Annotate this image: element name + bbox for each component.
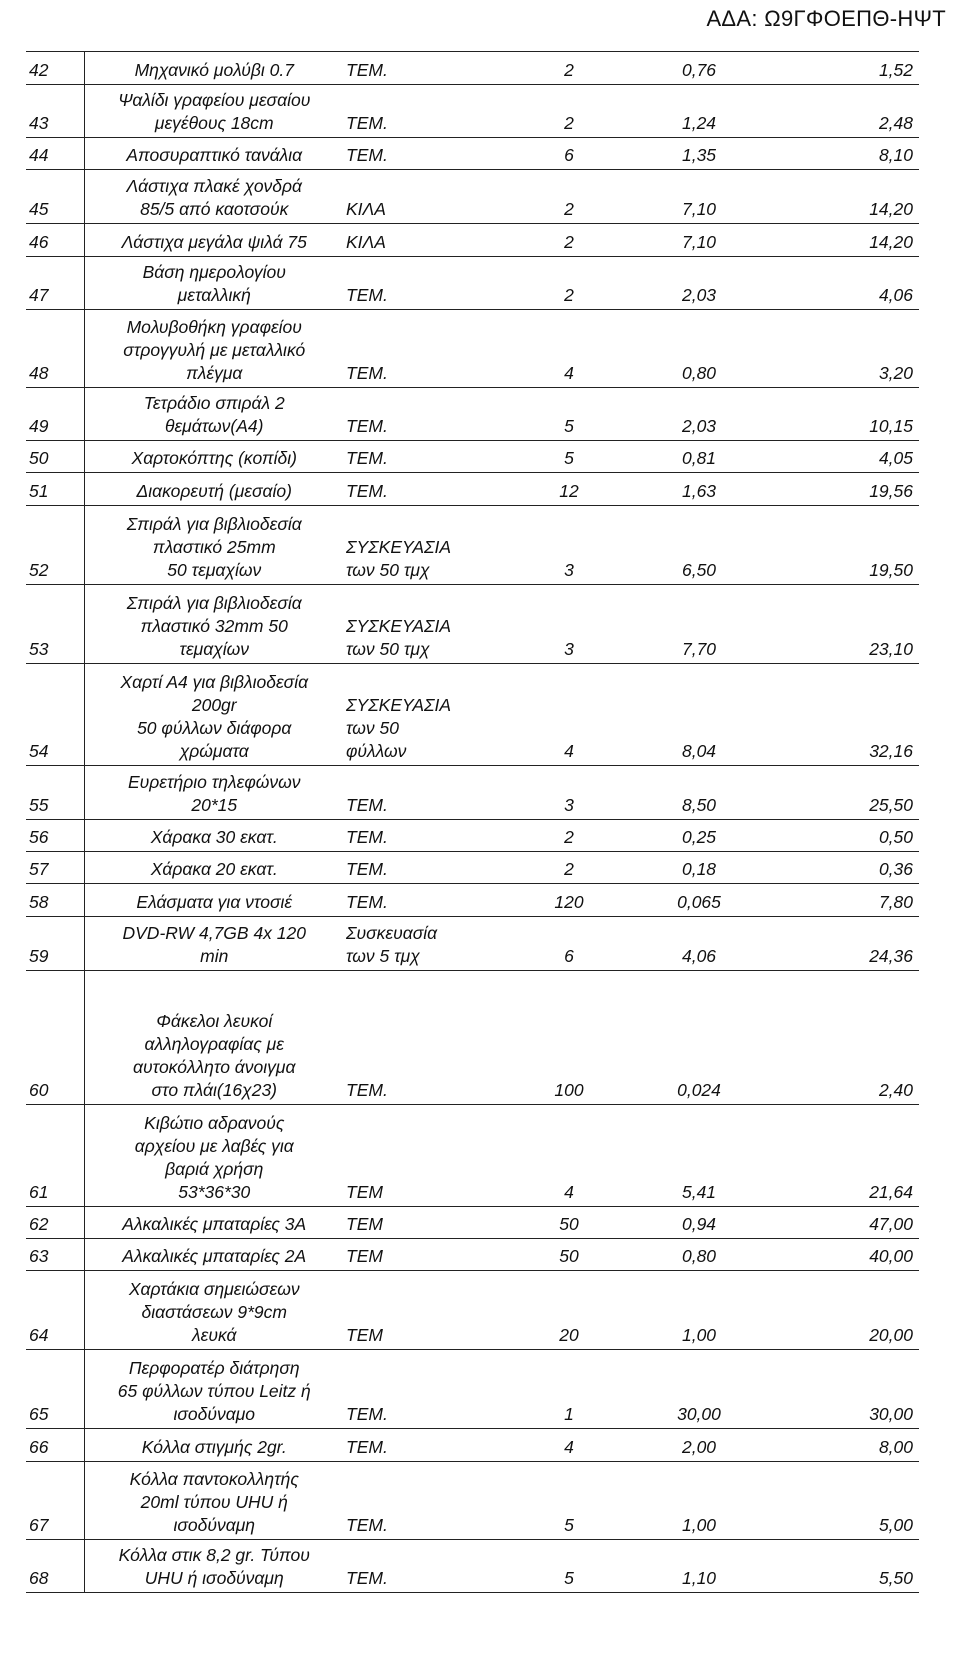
item-number: 43: [26, 85, 84, 138]
item-total: 47,00: [774, 1207, 919, 1239]
item-description: Χαρτοκόπτης (κοπίδι): [84, 441, 344, 473]
item-quantity: 6: [514, 138, 624, 170]
item-total: 5,00: [774, 1462, 919, 1540]
item-quantity: 120: [514, 884, 624, 917]
table-row: [26, 1207, 919, 1239]
item-number: 60: [26, 971, 84, 1105]
item-unit: ΤΕΜ.: [344, 1462, 514, 1540]
item-number: 64: [26, 1271, 84, 1350]
item-description: Αλκαλικές μπαταρίες 3Α: [84, 1207, 344, 1239]
item-unit-price: 7,10: [624, 224, 774, 257]
item-quantity: 20: [514, 1271, 624, 1350]
item-quantity: 2: [514, 852, 624, 884]
item-number: 45: [26, 170, 84, 224]
item-quantity: 5: [514, 1462, 624, 1540]
item-number: 48: [26, 310, 84, 388]
item-unit-price: 1,63: [624, 473, 774, 506]
item-unit: ΤΕΜ.: [344, 441, 514, 473]
item-total: 19,50: [774, 506, 919, 585]
item-quantity: 2: [514, 820, 624, 852]
item-total: 19,56: [774, 473, 919, 506]
table-row: [26, 224, 919, 257]
item-description: Μολυβοθήκη γραφείου στρογγυλή με μεταλλικό πλέγμα: [84, 310, 344, 388]
item-quantity: 2: [514, 257, 624, 310]
item-description: Χαρτί Α4 για βιβλιοδεσία 200gr 50 φύλλων διάφορα χρώματα: [84, 664, 344, 766]
item-description: Τετράδιο σπιράλ 2 θεμάτων(Α4): [84, 388, 344, 441]
item-total: 8,00: [774, 1429, 919, 1462]
item-number: 57: [26, 852, 84, 884]
item-quantity: 3: [514, 766, 624, 820]
item-total: 0,50: [774, 820, 919, 852]
item-quantity: 1: [514, 1350, 624, 1429]
item-description: Χάρακα 20 εκατ.: [84, 852, 344, 884]
item-number: 68: [26, 1540, 84, 1593]
item-unit: ΤΕΜ: [344, 1239, 514, 1271]
item-unit-price: 7,10: [624, 170, 774, 224]
table-row: [26, 441, 919, 473]
item-unit: ΤΕΜ.: [344, 257, 514, 310]
item-total: 21,64: [774, 1105, 919, 1207]
item-quantity: 3: [514, 506, 624, 585]
item-unit: ΤΕΜ.: [344, 310, 514, 388]
item-total: 3,20: [774, 310, 919, 388]
item-unit: ΤΕΜ.: [344, 52, 514, 85]
table-row: [26, 884, 919, 917]
table-row: [26, 852, 919, 884]
item-description: Ελάσματα για ντοσιέ: [84, 884, 344, 917]
item-description: Φάκελοι λευκοί αλληλογραφίας με αυτοκόλλητο άνοιγμα στο πλάι(16χ23): [84, 971, 344, 1105]
table-row: [26, 506, 919, 585]
item-unit-price: 8,04: [624, 664, 774, 766]
item-quantity: 2: [514, 85, 624, 138]
item-unit-price: 0,94: [624, 1207, 774, 1239]
item-unit: ΤΕΜ.: [344, 852, 514, 884]
item-description: Αποσυραπτικό τανάλια: [84, 138, 344, 170]
item-unit: ΤΕΜ.: [344, 820, 514, 852]
item-total: 1,52: [774, 52, 919, 85]
item-unit: Συσκευασία των 5 τμχ: [344, 917, 514, 971]
item-number: 56: [26, 820, 84, 852]
table-row: [26, 766, 919, 820]
table-row: [26, 1105, 919, 1207]
item-unit-price: 0,81: [624, 441, 774, 473]
item-unit-price: 30,00: [624, 1350, 774, 1429]
item-total: 8,10: [774, 138, 919, 170]
item-unit-price: 0,065: [624, 884, 774, 917]
item-description: Ψαλίδι γραφείου μεσαίου μεγέθους 18cm: [84, 85, 344, 138]
item-quantity: 4: [514, 664, 624, 766]
item-unit-price: 0,024: [624, 971, 774, 1105]
item-number: 42: [26, 52, 84, 85]
table-row: [26, 257, 919, 310]
item-unit: ΤΕΜ.: [344, 388, 514, 441]
item-quantity: 50: [514, 1239, 624, 1271]
item-total: 10,15: [774, 388, 919, 441]
item-description: Κόλλα στικ 8,2 gr. Τύπου UHU ή ισοδύναμη: [84, 1540, 344, 1593]
item-unit: ΣΥΣΚΕΥΑΣΙΑ των 50 φύλλων: [344, 664, 514, 766]
item-quantity: 5: [514, 388, 624, 441]
item-unit: ΤΕΜ.: [344, 1540, 514, 1593]
item-number: 58: [26, 884, 84, 917]
item-quantity: 12: [514, 473, 624, 506]
table-row: [26, 1271, 919, 1350]
item-description: Χάρακα 30 εκατ.: [84, 820, 344, 852]
item-number: 55: [26, 766, 84, 820]
item-quantity: 3: [514, 585, 624, 664]
item-quantity: 2: [514, 170, 624, 224]
item-unit-price: 6,50: [624, 506, 774, 585]
item-description: Διακορευτή (μεσαίο): [84, 473, 344, 506]
item-unit: ΣΥΣΚΕΥΑΣΙΑ των 50 τμχ: [344, 506, 514, 585]
item-unit-price: 2,03: [624, 388, 774, 441]
item-unit: ΤΕΜ.: [344, 971, 514, 1105]
table-row: [26, 138, 919, 170]
table-row: [26, 664, 919, 766]
table-row: [26, 917, 919, 971]
ada-header: ΑΔΑ: Ω9ΓΦΟΕΠΘ-ΗΨΤ: [706, 6, 946, 31]
item-number: 44: [26, 138, 84, 170]
item-unit-price: 0,25: [624, 820, 774, 852]
item-description: Αλκαλικές μπαταρίες 2Α: [84, 1239, 344, 1271]
item-description: Σπιράλ για βιβλιοδεσία πλαστικό 25mm 50 τεμαχίων: [84, 506, 344, 585]
item-number: 49: [26, 388, 84, 441]
item-unit: ΤΕΜ.: [344, 1429, 514, 1462]
item-unit: ΤΕΜ: [344, 1271, 514, 1350]
item-unit-price: 0,80: [624, 1239, 774, 1271]
item-number: 46: [26, 224, 84, 257]
item-unit: ΣΥΣΚΕΥΑΣΙΑ των 50 τμχ: [344, 585, 514, 664]
item-total: 23,10: [774, 585, 919, 664]
item-number: 61: [26, 1105, 84, 1207]
item-total: 40,00: [774, 1239, 919, 1271]
item-unit-price: 7,70: [624, 585, 774, 664]
item-total: 32,16: [774, 664, 919, 766]
item-description: Λάστιχα πλακέ χονδρά 85/5 από καοτσούκ: [84, 170, 344, 224]
table-row: [26, 170, 919, 224]
item-unit-price: 1,10: [624, 1540, 774, 1593]
table-row: [26, 820, 919, 852]
item-unit: ΤΕΜ.: [344, 473, 514, 506]
item-total: 2,48: [774, 85, 919, 138]
item-total: 25,50: [774, 766, 919, 820]
item-number: 47: [26, 257, 84, 310]
item-total: 5,50: [774, 1540, 919, 1593]
item-total: 7,80: [774, 884, 919, 917]
item-unit-price: 1,24: [624, 85, 774, 138]
table-row: [26, 85, 919, 138]
item-number: 66: [26, 1429, 84, 1462]
item-unit-price: 1,00: [624, 1271, 774, 1350]
item-description: Σπιράλ για βιβλιοδεσία πλαστικό 32mm 50 τεμαχίων: [84, 585, 344, 664]
item-unit-price: 1,35: [624, 138, 774, 170]
item-number: 51: [26, 473, 84, 506]
item-unit: ΤΕΜ: [344, 1207, 514, 1239]
table-row: [26, 310, 919, 388]
item-total: 30,00: [774, 1350, 919, 1429]
item-number: 50: [26, 441, 84, 473]
item-total: 14,20: [774, 224, 919, 257]
supplies-table-body: [26, 52, 919, 1593]
item-quantity: 5: [514, 441, 624, 473]
item-description: Περφορατέρ διάτρηση 65 φύλλων τύπου Leitz ή ισοδύναμο: [84, 1350, 344, 1429]
item-number: 54: [26, 664, 84, 766]
item-quantity: 2: [514, 224, 624, 257]
item-total: 4,05: [774, 441, 919, 473]
item-description: Βάση ημερολογίου μεταλλική: [84, 257, 344, 310]
item-quantity: 6: [514, 917, 624, 971]
item-number: 65: [26, 1350, 84, 1429]
item-unit: ΤΕΜ: [344, 1105, 514, 1207]
item-total: 20,00: [774, 1271, 919, 1350]
item-description: Κόλλα παντοκολλητής 20ml τύπου UHU ή ισοδύναμη: [84, 1462, 344, 1540]
table-row: [26, 388, 919, 441]
item-number: 62: [26, 1207, 84, 1239]
item-unit: ΤΕΜ.: [344, 138, 514, 170]
item-number: 67: [26, 1462, 84, 1540]
supplies-table: [26, 51, 919, 1593]
table-row: [26, 1239, 919, 1271]
item-quantity: 4: [514, 1105, 624, 1207]
table-row: [26, 1350, 919, 1429]
item-quantity: 100: [514, 971, 624, 1105]
item-unit-price: 1,00: [624, 1462, 774, 1540]
item-unit-price: 4,06: [624, 917, 774, 971]
item-unit: ΤΕΜ.: [344, 884, 514, 917]
item-quantity: 5: [514, 1540, 624, 1593]
item-number: 63: [26, 1239, 84, 1271]
item-unit-price: 8,50: [624, 766, 774, 820]
table-row: [26, 1429, 919, 1462]
item-number: 53: [26, 585, 84, 664]
item-description: DVD-RW 4,7GB 4x 120 min: [84, 917, 344, 971]
table-row: [26, 971, 919, 1105]
item-unit-price: 0,80: [624, 310, 774, 388]
item-unit-price: 0,76: [624, 52, 774, 85]
item-total: 14,20: [774, 170, 919, 224]
table-row: [26, 52, 919, 85]
table-row: [26, 1540, 919, 1593]
table-row: [26, 1462, 919, 1540]
item-unit: ΤΕΜ.: [344, 85, 514, 138]
item-total: 4,06: [774, 257, 919, 310]
item-description: Κόλλα στιγμής 2gr.: [84, 1429, 344, 1462]
item-description: Κιβώτιο αδρανούς αρχείου με λαβές για βαριά χρήση 53*36*30: [84, 1105, 344, 1207]
item-number: 52: [26, 506, 84, 585]
item-quantity: 50: [514, 1207, 624, 1239]
item-total: 2,40: [774, 971, 919, 1105]
item-quantity: 4: [514, 310, 624, 388]
table-row: [26, 585, 919, 664]
item-unit: ΤΕΜ.: [344, 766, 514, 820]
item-unit: ΤΕΜ.: [344, 1350, 514, 1429]
item-unit-price: 2,00: [624, 1429, 774, 1462]
item-unit: ΚΙΛΑ: [344, 224, 514, 257]
item-unit-price: 2,03: [624, 257, 774, 310]
item-description: Ευρετήριο τηλεφώνων 20*15: [84, 766, 344, 820]
item-unit-price: 0,18: [624, 852, 774, 884]
item-total: 24,36: [774, 917, 919, 971]
item-quantity: 2: [514, 52, 624, 85]
item-unit: ΚΙΛΑ: [344, 170, 514, 224]
item-number: 59: [26, 917, 84, 971]
item-unit-price: 5,41: [624, 1105, 774, 1207]
item-description: Μηχανικό μολύβι 0.7: [84, 52, 344, 85]
item-description: Λάστιχα μεγάλα ψιλά 75: [84, 224, 344, 257]
item-total: 0,36: [774, 852, 919, 884]
item-description: Χαρτάκια σημειώσεων διαστάσεων 9*9cm λευκά: [84, 1271, 344, 1350]
item-quantity: 4: [514, 1429, 624, 1462]
table-row: [26, 473, 919, 506]
